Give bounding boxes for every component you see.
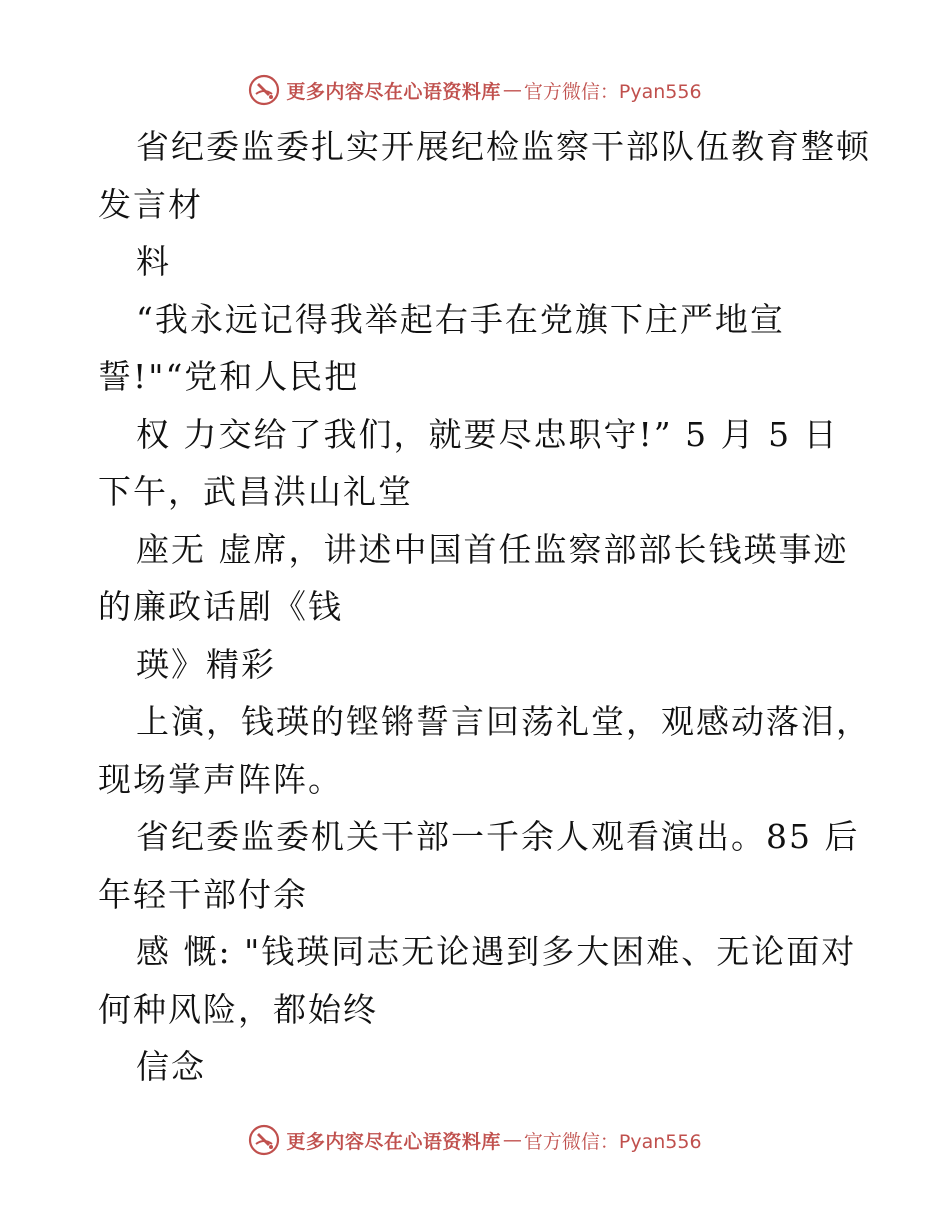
line-text: 信念 <box>136 1047 206 1086</box>
line-text: 料 <box>136 242 171 281</box>
watermark-brand-text: 更多内容尽在心语资料库 <box>286 80 501 103</box>
paragraph <box>98 808 858 923</box>
line-text-continued: 现场掌声阵阵。 <box>98 759 343 799</box>
line-text: 座无 虚席，讲述中国首任监察部部长钱瑛事迹 <box>136 529 849 569</box>
line-text-continued: 发言材 <box>98 184 203 224</box>
line-text: 权 力交给了我们，就要尽忠职守!” 5 月 5 日 <box>136 414 839 454</box>
line-text-continued: 年轻干部付余 <box>98 874 308 914</box>
paragraph <box>98 233 858 291</box>
line-text-continued: 何种风险，都始终 <box>98 989 378 1029</box>
line-text: 感 慨: "钱瑛同志无论遇到多大困难、无论面对 <box>136 932 857 971</box>
paragraph <box>98 693 871 808</box>
paragraph <box>98 406 858 521</box>
paragraph <box>98 521 858 636</box>
line-text-continued: 的廉政话剧《钱 <box>98 587 343 626</box>
watermark-handle: 官方微信：Pyan556 <box>523 1130 702 1153</box>
line-text: 上演，钱瑛的铿锵誓言回荡礼堂，观感动落泪， <box>136 702 871 741</box>
paragraph <box>98 923 858 1038</box>
watermark-separator: — <box>502 1129 522 1151</box>
watermark-separator: — <box>502 79 522 101</box>
line-text: 省纪委监委机关干部一千余人观看演出。85 后 <box>136 817 860 856</box>
paragraph <box>98 291 858 406</box>
line-text-continued: 誓!"“党和人民把 <box>98 357 360 396</box>
watermark-brand-text: 更多内容尽在心语资料库 <box>286 1130 501 1153</box>
line-text: 省纪委监委扎实开展纪检监察干部队伍教育整顿 <box>136 127 871 166</box>
footer-watermark <box>0 1120 950 1160</box>
book-pen-logo-icon <box>248 1124 280 1156</box>
header-watermark <box>0 70 950 110</box>
document-body <box>98 118 871 1096</box>
paragraph <box>98 118 871 233</box>
line-text: 瑛》精彩 <box>136 644 276 684</box>
paragraph <box>98 1038 858 1096</box>
line-text-continued: 下午，武昌洪山礼堂 <box>98 472 413 511</box>
book-pen-logo-icon <box>248 74 280 106</box>
line-text: “我永远记得我举起右手在党旗下庄严地宣 <box>136 299 785 339</box>
watermark-handle: 官方微信：Pyan556 <box>523 80 702 103</box>
paragraph <box>98 636 858 694</box>
